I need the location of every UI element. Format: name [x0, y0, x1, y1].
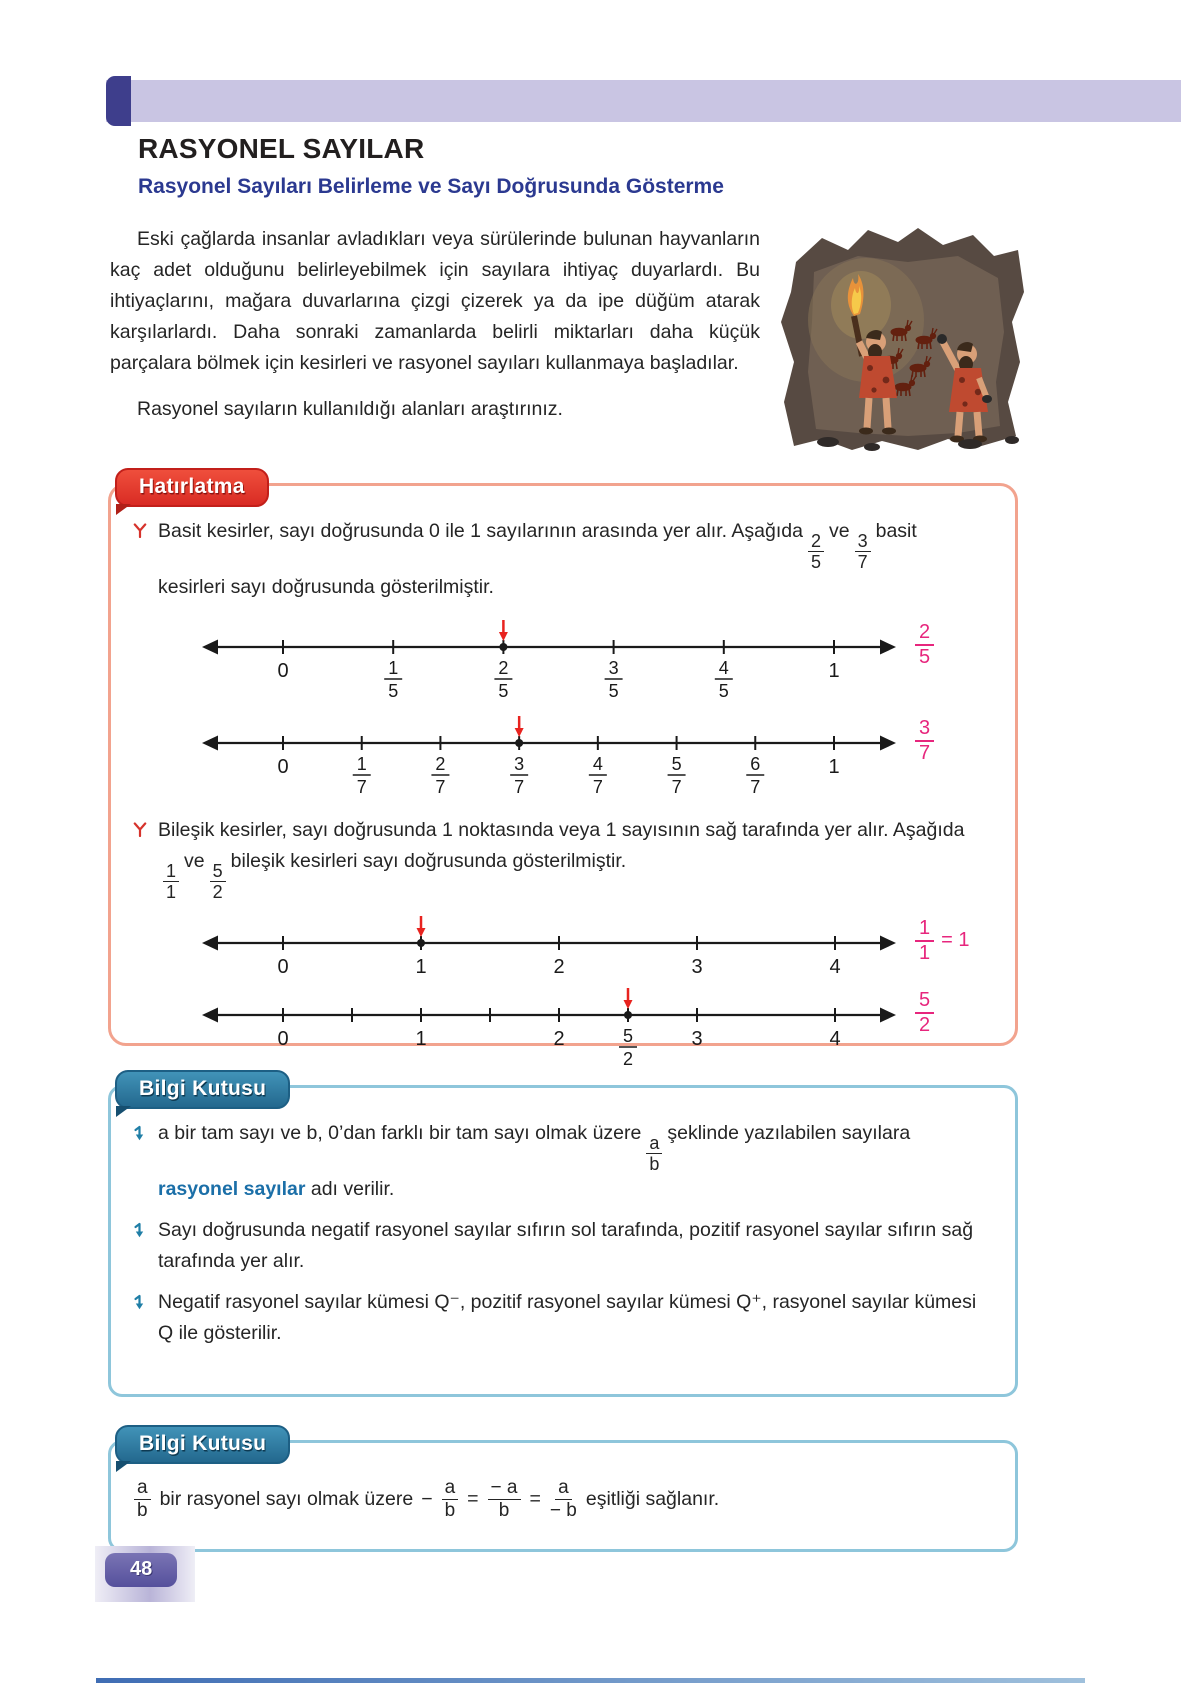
intro-paragraph: Eski çağlarda insanlar avladıkları veya sürülerinde bulunan hayvanların kaç adet olduğunu belirleyebilmek için sayılara ihtiyaç duyarlardı. Bu ihtiyaçlarını, mağara duvarlarına çizgi çizerek ya da ipe düğüm atarak karşılarlardı. Daha sonraki zamanlarda belirli miktarları daha küçük parçalara bölmek için kesirleri ve rasyonel sayıları kullanmaya başladılar.: [110, 228, 760, 374]
svg-text:5: 5: [498, 681, 509, 702]
info-bullet-2-text: Sayı doğrusunda negatif rasyonel sayılar sıfırın sol tarafında, pozitif rasyonel sayılar sıfırın sağ tarafında yer alır.: [158, 1219, 974, 1273]
fraction-5-2: $\frac{5}{2}$: [210, 861, 226, 902]
reminder-bullet-2: [133, 815, 989, 902]
svg-text:3: 3: [608, 658, 619, 679]
svg-text:6: 6: [750, 754, 761, 775]
svg-text:7: 7: [514, 777, 525, 798]
info-bullet-icon: [133, 1215, 147, 1277]
svg-text:2: 2: [553, 955, 565, 978]
fraction-a-neg-b: $\frac{a}{- b}$: [549, 1477, 577, 1522]
info-bullet-icon: [133, 1287, 147, 1349]
reminder-bullet-1: [133, 516, 989, 603]
reminder-bullet-2-text: Bileşik kesirler, sayı doğrusunda 1 noktasında veya 1 sayısının sağ tarafında yer alır. Aşağıda $\frac{1}{1}$ ve $\frac{5}{2}$ bileşik kesirleri sayı doğrusunda gösterilmiştir.: [158, 819, 965, 903]
fraction-a-b: $\frac{a}{b}$: [442, 1477, 459, 1523]
info-box-2: [108, 1432, 1018, 1552]
svg-text:1: 1: [828, 660, 840, 683]
svg-text:4: 4: [829, 1027, 841, 1050]
svg-text:1: 1: [415, 955, 427, 978]
svg-text:2: 2: [435, 754, 446, 775]
svg-text:1: 1: [388, 658, 399, 679]
svg-text:5: 5: [622, 1025, 634, 1046]
svg-text:3: 3: [691, 1027, 703, 1050]
svg-text:4: 4: [718, 658, 729, 679]
svg-text:3: 3: [691, 955, 703, 978]
reminder-bullet-1-text: Basit kesirler, sayı doğrusunda 0 ile 1 sayılarının arasında yer alır. Aşağıda $\frac{2}{5}$ ve $\frac{3}{7}$ basit kesirleri sayı doğrusunda gösterilmiştir.: [158, 520, 917, 599]
svg-text:7: 7: [356, 777, 367, 798]
intro-section: [110, 224, 760, 425]
number-line-sevenths: [199, 713, 989, 803]
reminder-box: [108, 475, 1018, 1069]
reminder-bullet-icon: [133, 516, 147, 603]
highlight-rasyonel-sayilar: rasyonel sayılar: [158, 1178, 306, 1201]
svg-text:7: 7: [435, 777, 446, 798]
svg-text:5: 5: [388, 681, 399, 702]
svg-text:7: 7: [671, 777, 682, 798]
page-subtitle: Rasyonel Sayıları Belirleme ve Sayı Doğrusunda Gösterme: [138, 175, 724, 198]
fraction-3-7: $\frac{3}{7}$: [855, 531, 871, 572]
fraction-2-5: $\frac{2}{5}$: [808, 531, 824, 572]
svg-text:1: 1: [356, 754, 367, 775]
number-line-five-halves: [199, 985, 989, 1075]
header-tab: [106, 76, 131, 126]
info-bullet-3: [133, 1287, 989, 1349]
svg-text:4: 4: [829, 955, 841, 978]
svg-text:0: 0: [277, 1027, 289, 1050]
page-number-badge: 48: [105, 1553, 177, 1587]
bottom-accent-bar: [96, 1678, 1085, 1683]
info-box-2-badge: Bilgi Kutusu: [115, 1425, 290, 1464]
reminder-bullet-icon: [133, 815, 147, 902]
svg-text:2: 2: [553, 1027, 565, 1050]
svg-text:0: 0: [277, 756, 289, 779]
info-bullet-1-text: a bir tam sayı ve b, 0’dan farklı bir tam sayı olmak üzere $\frac{a}{b}$ şeklinde yazılabilen sayılara rasyonel sayılar adı verilir.: [158, 1122, 911, 1201]
info-box-1-badge: Bilgi Kutusu: [115, 1070, 290, 1109]
cave-painting-illustration: [766, 220, 1032, 458]
numberline-end-label-1: 2 5: [915, 621, 934, 669]
numberline-end-label-3: $\frac{1}{1}$ = 1: [915, 917, 969, 965]
info-bullet-icon: [133, 1118, 147, 1205]
info-box-1: [108, 1077, 1018, 1397]
info-bullet-2: [133, 1215, 989, 1277]
svg-text:0: 0: [277, 955, 289, 978]
svg-text:4: 4: [592, 754, 603, 775]
svg-text:0: 0: [277, 660, 289, 683]
info-bullet-1: [133, 1118, 989, 1205]
fraction-neg-a-b: $\frac{- a}{b}$: [488, 1477, 521, 1523]
numberline-end-label-4: 5 2: [915, 989, 934, 1037]
number-line-fifths: [199, 617, 989, 707]
numberline-end-label-2: 3 7: [915, 717, 934, 765]
svg-text:1: 1: [828, 756, 840, 779]
svg-text:5: 5: [671, 754, 682, 775]
svg-text:3: 3: [514, 754, 525, 775]
page-title: RASYONEL SAYILAR: [138, 133, 425, 164]
fraction-a-b: $\frac{a}{b}$: [646, 1133, 662, 1174]
number-line-integers-one: [199, 913, 989, 979]
fraction-1-1: $\frac{1}{1}$: [163, 861, 179, 902]
research-prompt: Rasyonel sayıların kullanıldığı alanları araştırınız.: [137, 398, 563, 420]
reminder-badge: Hatırlatma: [115, 468, 269, 507]
negative-fraction-equality-formula: a b bir rasyonel sayı olmak üzere − $\frac{a}{b}$ = $\frac{- a}{b}$ = $\frac{a}{- b}$ eşitliği sağlanır.: [111, 1443, 1015, 1523]
svg-text:7: 7: [592, 777, 603, 798]
fraction-a-b: a b: [134, 1477, 151, 1523]
svg-text:5: 5: [608, 681, 619, 702]
svg-text:7: 7: [750, 777, 761, 798]
svg-text:2: 2: [622, 1048, 634, 1069]
svg-text:5: 5: [718, 681, 729, 702]
info-bullet-3-text: Negatif rasyonel sayılar kümesi Q⁻, pozitif rasyonel sayılar kümesi Q⁺, rasyonel sayılar kümesi Q ile gösterilir.: [158, 1291, 977, 1345]
svg-text:2: 2: [498, 658, 509, 679]
svg-text:1: 1: [415, 1027, 427, 1050]
header-bar: [106, 80, 1181, 122]
